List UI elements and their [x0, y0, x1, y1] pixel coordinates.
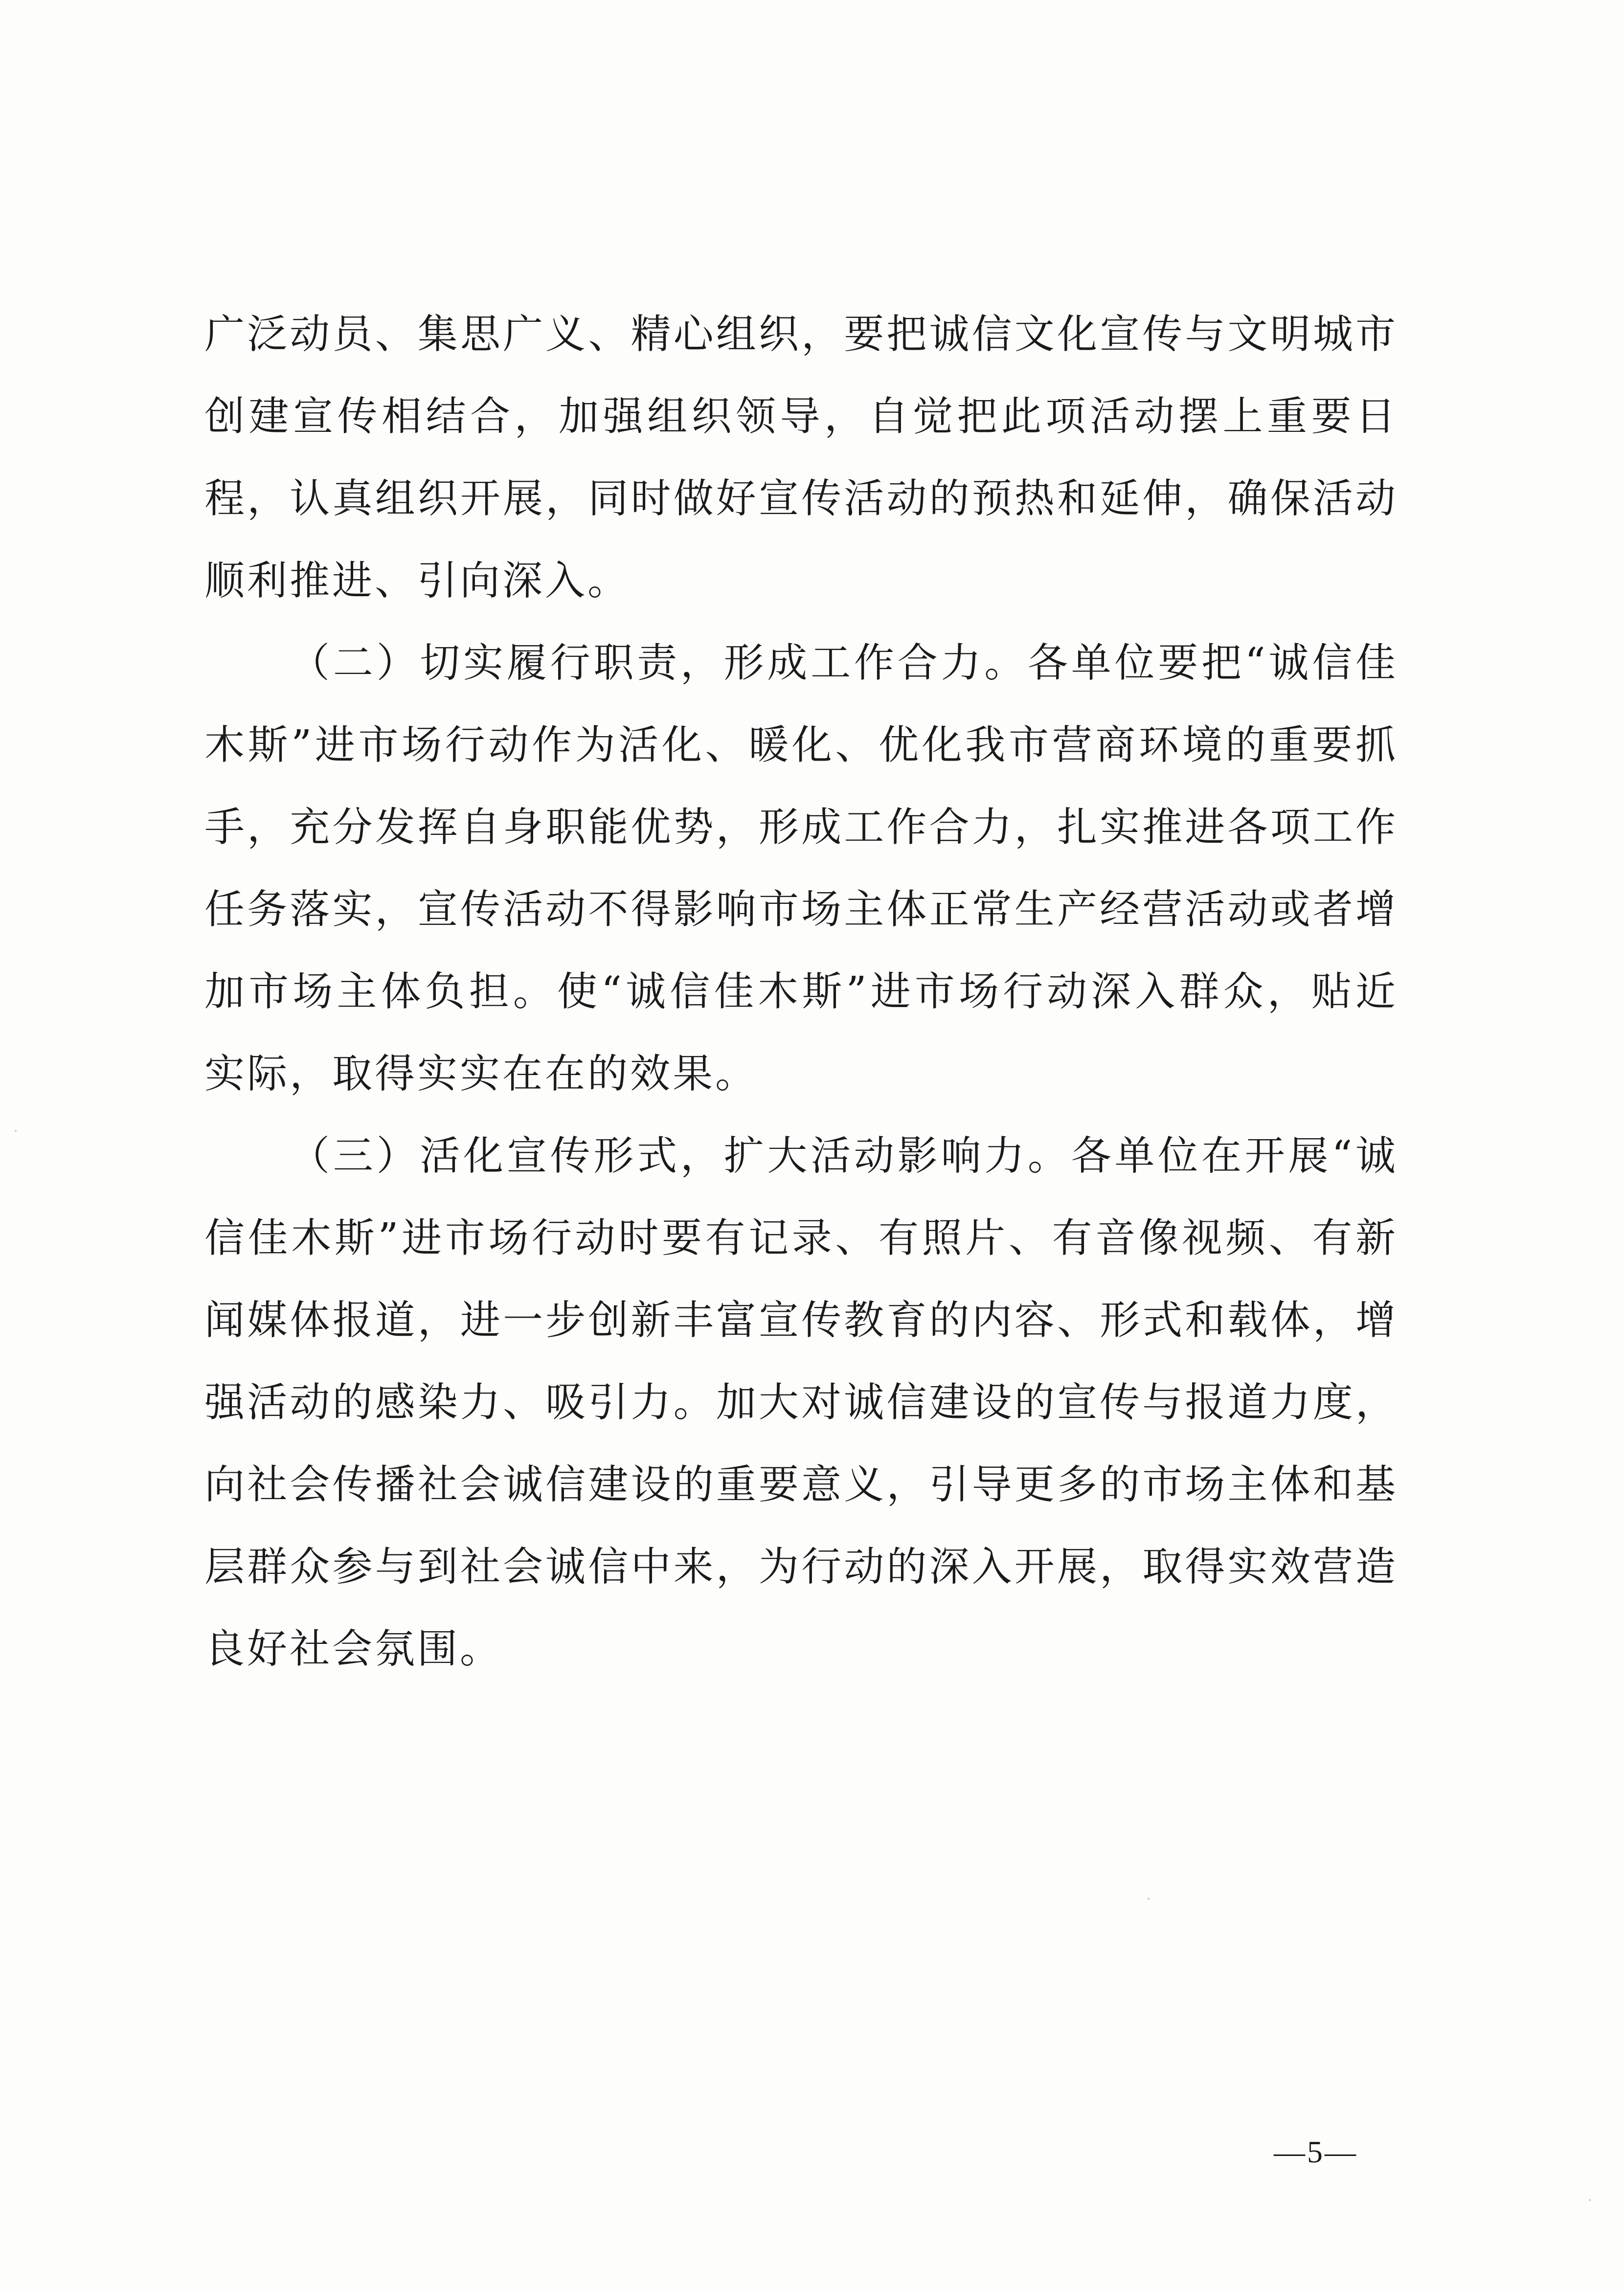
paragraph-section-2: （二）切实履行职责，形成工作合力。各单位要把“诚信佳木斯”进市场行动作为活化、暖化、优化我市营商环境的重要抓手，充分发挥自身职能优势，形成工作合力，扎实推进各项工作任务落实，宣传活动不得影响市场主体正常生产经营活动或者增加市场主体负担。使“诚信佳木斯”进市场行动深入群众，贴近实际，取得实实在在的效果。	[204, 640, 1398, 1097]
page-number: —5—	[1274, 2134, 1358, 2169]
paragraph-continuation: 广泛动员、集思广义、精心组织，要把诚信文化宣传与文明城市创建宣传相结合，加强组织领导，自觉把此项活动摆上重要日程，认真组织开展，同时做好宣传活动的预热和延伸，确保活动顺利推进、引向深入。	[204, 311, 1398, 604]
scan-speck	[1148, 1898, 1150, 1900]
scan-speck	[1589, 2199, 1591, 2201]
document-body	[204, 293, 1398, 1690]
scan-speck	[15, 1130, 17, 1132]
paragraph-section-3: （三）活化宣传形式，扩大活动影响力。各单位在开展“诚信佳木斯”进市场行动时要有记录、有照片、有音像视频、有新闻媒体报道，进一步创新丰富宣传教育的内容、形式和载体，增强活动的感染力、吸引力。加大对诚信建设的宣传与报道力度，向社会传播社会诚信建设的重要意义，引导更多的市场主体和基层群众参与到社会诚信中来，为行动的深入开展，取得实效营造良好社会氛围。	[204, 1133, 1398, 1672]
